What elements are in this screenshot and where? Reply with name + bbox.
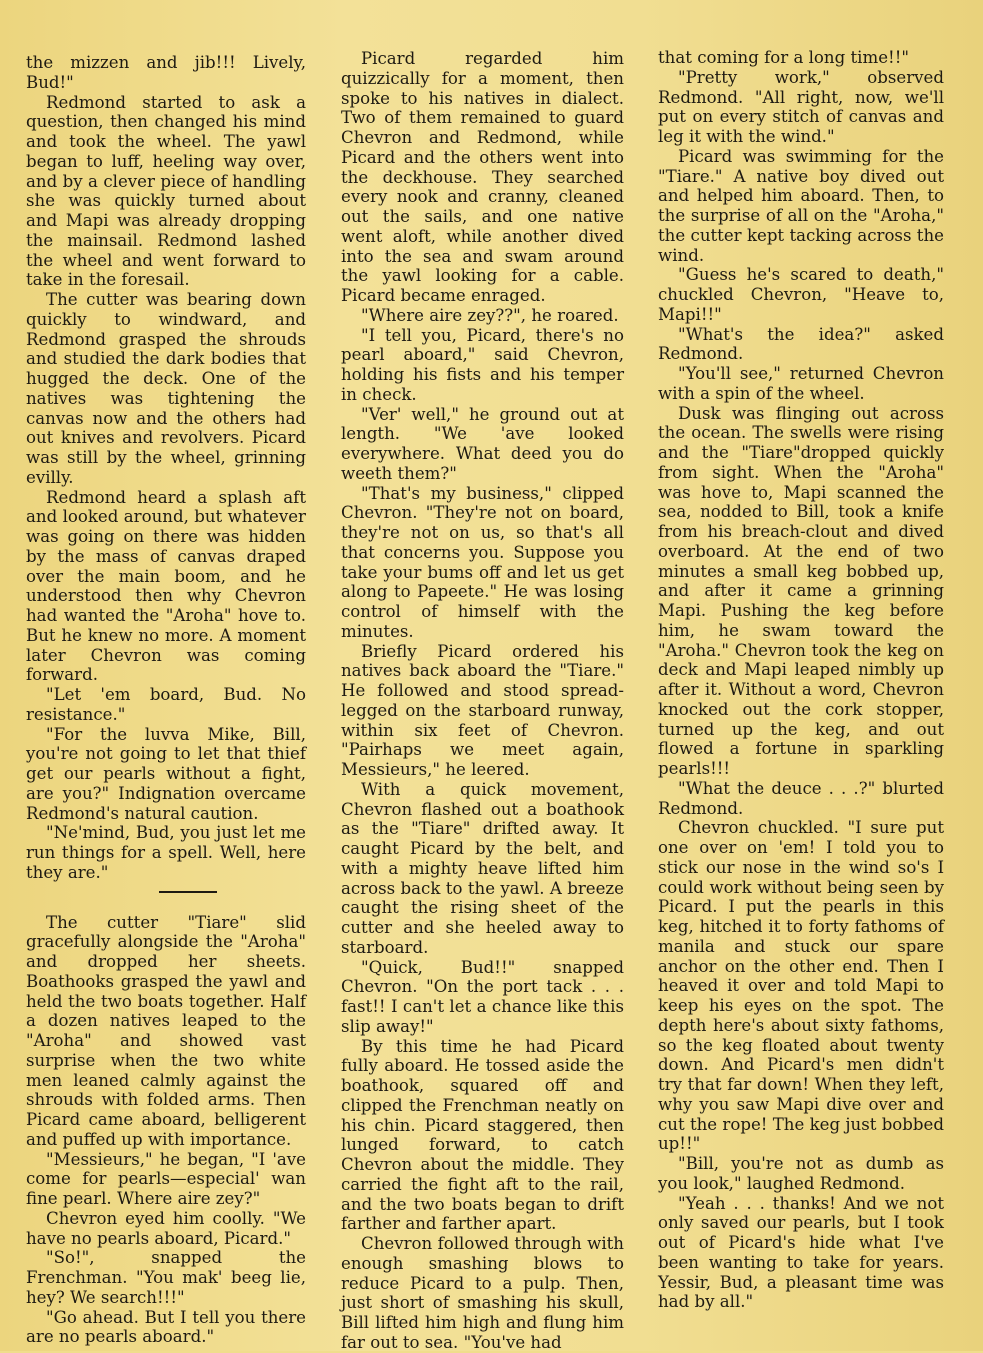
- paragraph: Chevron followed through with enough smashing blows to reduce Picard to a pulp. Then, just short of smashing his skull, Bill lifted him high and flung him far out to sea. "You've had: [341, 1234, 624, 1352]
- paragraph: "Guess he's scared to death," chuckled Chevron, "Heave to, Mapi!!": [658, 265, 944, 324]
- paragraph: "Yeah . . . thanks! And we not only saved our pearls, but I took out of Picard's hide what I've been wanting to take for years. Yessir, Bud, a pleasant time was had by all.": [658, 1193, 944, 1312]
- paragraph: "Where aire zey??", he roared.: [361, 305, 619, 325]
- paragraph: "What's the idea?" asked Redmond.: [658, 324, 944, 364]
- paragraph: "So!", snapped the Frenchman. "You mak' beeg lie, hey? We search!!!": [26, 1248, 306, 1307]
- paragraph: "Pretty work," observed Redmond. "All right, now, we'll put on every stitch of canvas and leg it with the wind.": [658, 67, 944, 146]
- paragraph: that coming for a long time!!": [658, 48, 909, 67]
- paragraph: "I tell you, Picard, there's no pearl aboard," said Chevron, holding his fists and his temper in check.: [341, 325, 624, 404]
- paragraph: Briefly Picard ordered his natives back aboard the "Tiare." He followed and stood spread-legged on the starboard runway, within six feet of Chevron. "Pairhaps we meet again, Messieurs," he leered.: [341, 641, 624, 779]
- paragraph: Dusk was flinging out across the ocean. The swells were rising and the "Tiare"dropped quickly from sight. When the "Aroha" was hove to, Mapi scanned the sea, nodded to Bill, took a knife from his breach-clout and dived overboard. At the end of two minutes a small keg bobbed up, and after it came a grinning Mapi. Pushing the keg before him, he swam toward the "Aroha." Chevron took the keg on deck and Mapi leaped nimbly up after it. Without a word, Chevron knocked out the cork stopper, turned up the keg, and out flowed a fortune in sparkling pearls!!!: [658, 403, 944, 778]
- paragraph: Chevron eyed him coolly. "We have no pearls aboard, Picard.": [26, 1208, 306, 1248]
- paragraph: "Quick, Bud!!" snapped Chevron. "On the port tack . . . fast!! I can't let a chance like this slip away!": [341, 957, 624, 1036]
- paragraph: The cutter was bearing down quickly to windward, and Redmond grasped the shrouds and studied the dark bodies that hugged the deck. One of the natives was tightening the canvas now and the others had out knives and revolvers. Picard was still by the wheel, grinning evilly.: [26, 290, 306, 487]
- text-column-2: [341, 49, 624, 1353]
- paragraph: "What the deuce . . .?" blurted Redmond.: [658, 778, 944, 818]
- paragraph: Redmond heard a splash aft and looked around, but whatever was going on there was hidden by the mass of canvas draped over the main boom, and he understood then why Chevron had wanted the "Aroha" hove to. But he knew no more. A moment later Chevron was coming forward.: [26, 487, 306, 685]
- paragraph: "Let 'em board, Bud. No resistance.": [26, 685, 306, 724]
- paragraph: "You'll see," returned Chevron with a spin of the wheel.: [658, 364, 944, 403]
- paragraph: By this time he had Picard fully aboard. He tossed aside the boathook, squared off and clipped the Frenchman neatly on his chin. Picard staggered, then lunged forward, to catch Chevron about the middle. They carried the fight aft to the rail, and the two boats began to drift farther and farther apart.: [341, 1036, 624, 1234]
- paragraph: "Messieurs," he began, "I 'ave come for pearls—especial' wan fine pearl. Where aire zey?": [26, 1149, 306, 1208]
- paragraph: "Bill, you're not as dumb as you look," laughed Redmond.: [658, 1154, 944, 1193]
- paragraph: The cutter "Tiare" slid gracefully alongside the "Aroha" and dropped her sheets. Boathooks grasped the yawl and held the two boats together. Half a dozen natives leaped to the "Aroha" and showed vast surprise when the two white men leaned calmly against the shrouds with folded arms. Then Picard came aboard, belligerent and puffed up with importance.: [26, 912, 306, 1149]
- paragraph: Chevron chuckled. "I sure put one over on 'em! I told you to stick our nose in the wind so's I could work without being seen by Picard. I put the pearls in this keg, hitched it to forty fathoms of manila and stuck our spare anchor on the other end. Then I heaved it over and told Mapi to keep his eyes on the spot. The depth here's about sixty fathoms, so the keg floated about twenty down. And Picard's men didn't try that far down! When they left, why you saw Mapi dive over and cut the rope! The keg just bobbed up!!": [658, 818, 944, 1154]
- text-column-1: [26, 53, 306, 1347]
- paragraph: "Ver' well," he ground out at length. "We 'ave looked everywhere. What deed you do weeth them?": [341, 404, 624, 483]
- paragraph: With a quick movement, Chevron flashed out a boathook as the "Tiare" drifted away. It caught Picard by the belt, and with a mighty heave lifted him across back to the yawl. A breeze caught the rising sheet of the cutter and she heeled away to starboard.: [341, 779, 624, 957]
- paragraph: "That's my business," clipped Chevron. "They're not on board, they're not on us, so that's all that concerns you. Suppose you take your bums off and let us get along to Papeete." He was losing control of himself with the minutes.: [341, 483, 624, 641]
- paragraph: Picard was swimming for the "Tiare." A native boy dived out and helped him aboard. Then, to the surprise of all on the "Aroha," the cutter kept tacking across the wind.: [658, 146, 944, 265]
- paragraph: the mizzen and jib!!! Lively, Bud!": [26, 53, 306, 92]
- paragraph: Picard regarded him quizzically for a moment, then spoke to his natives in dialect. Two of them remained to guard Chevron and Redmond, while Picard and the others went into the deckhouse. They searched every nook and cranny, cleaned out the sails, and one native went aloft, while another dived into the sea and swam around the yawl looking for a cable. Picard became enraged.: [341, 49, 624, 305]
- paragraph: "Go ahead. But I tell you there are no pearls aboard.": [26, 1307, 306, 1347]
- paragraph: "For the luvva Mike, Bill, you're not going to let that thief get our pearls without a fight, are you?" Indignation overcame Redmond's natural caution.: [26, 724, 306, 823]
- section-divider: [159, 891, 217, 893]
- paragraph: "Ne'mind, Bud, you just let me run things for a spell. Well, here they are.": [26, 823, 306, 882]
- text-column-3: [658, 48, 944, 1312]
- paragraph: Redmond started to ask a question, then changed his mind and took the wheel. The yawl began to luff, heeling way over, and by a clever piece of handling she was quickly turned about and Mapi was already dropping the mainsail. Redmond lashed the wheel and went forward to take in the foresail.: [26, 92, 306, 290]
